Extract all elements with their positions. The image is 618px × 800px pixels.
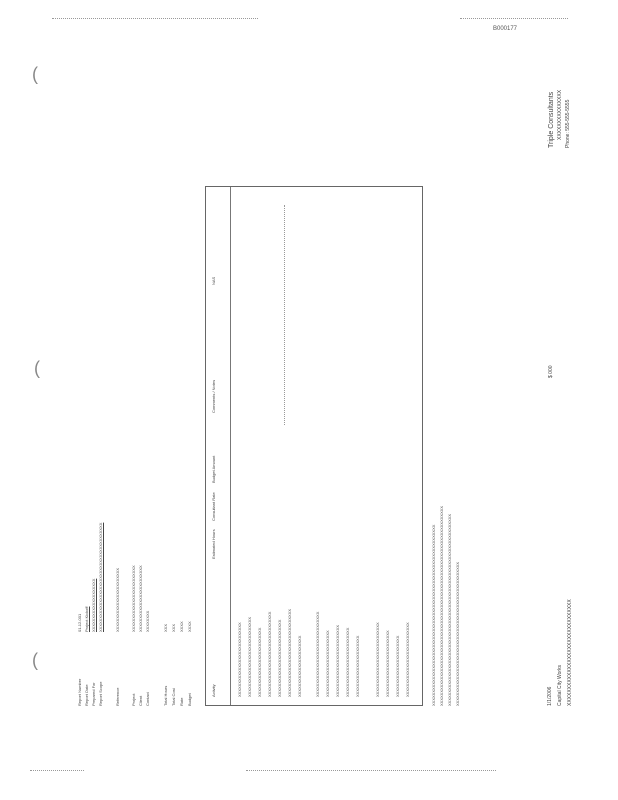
page-total: $ 000 [548,365,554,378]
top-right-dotted-rule [460,18,568,19]
table-row: XXXXXXXXXXXXXXXXXXXXXXX [297,635,302,697]
table-row: XXXXXXXXXXXXXXXXXXXXXXXXX [385,630,390,697]
table-row: XXXXXXXXXXXXXXXXXXXXXXXXXXXXXXXX [267,611,272,697]
section-value: XXXXXXXX [145,610,150,632]
note-line: XXXXXXXXXXXXXXXXXXXXXXXXXXXXXXXXXXXXXXXXXXXXXXXXXXXXXXXXXXXXXXXXXXXX [431,524,436,706]
note-line: XXXXXXXXXXXXXXXXXXXXXXXXXXXXXXXXXXXXXXXXXXXXXXXXXXXXXX [455,561,460,706]
section-label: Project [131,693,136,706]
summary-label: Total Cost [171,688,176,706]
activity-table [205,186,423,706]
footer-address: XXXXXXXXXXXXXXXXXXXXXXXXXXXXXXXX [567,599,573,706]
firm-name: Triple Consultants [548,91,555,148]
table-row: XXXXXXXXXXXXXXXXXXXXXXXXXX [345,627,350,697]
summary-label: Total Hours [163,685,168,706]
table-row: XXXXXXXXXXXXXXXXXXXXXXXXXXXX [237,622,242,697]
note-line: XXXXXXXXXXXXXXXXXXXXXXXXXXXXXXXXXXXXXXXXXXXXXXXXXXXXXXXXXXXXXXXXXXXXXXXXXXX [439,505,444,706]
header-value: 01-12-001 [77,613,82,632]
top-left-dotted-rule [52,18,258,19]
section-value: XXXXXXXXXXXXXXXXXXXXXXXXX [138,565,143,632]
table-row: XXXXXXXXXXXXXXXXXXXXXXXXXXX [335,624,340,697]
footer-office: Capital City Works [557,664,563,706]
header-label: Prepared For [91,682,96,706]
firm-address-line-1: XXXXXXXXXXXXXXX [557,89,563,140]
summary-value: XXX [163,623,168,632]
firm-phone: Phone: 555-555-5555 [565,99,571,148]
table-row: XXXXXXXXXXXXXXXXXXXXXXXXXXXX [375,622,380,697]
bottom-left-dotted-rule [30,770,84,771]
section-label: Client [138,695,143,706]
section-label: Contact [145,692,150,706]
header-divider [230,187,231,705]
footer-date: 1/1/2006 [547,686,553,706]
binder-hole-mark-top: ( [32,64,38,84]
binder-hole-mark-middle: ( [34,358,40,378]
header-value: XXXXXXXXXXXXXXXXXXXX [91,578,96,632]
table-row: XXXXXXXXXXXXXXXXXXXXXXXXXX [257,627,262,697]
table-header: Consultant Rate [211,492,216,521]
table-row: XXXXXXXXXXXXXXXXXXXXXXXXXXXXXXXX [315,611,320,697]
summary-value: XXXX [179,621,184,632]
table-header: Budget Amount [211,455,216,483]
summary-label: Budget [187,693,192,706]
bates-number: B000177 [493,26,518,32]
table-row: XXXXXXXXXXXXXXXXXXXXXXXXXXXXX [277,619,282,697]
table-header: Estimated Hours [211,529,216,559]
bottom-center-dotted-rule [246,770,496,771]
summary-value: XXX [171,623,176,632]
header-value: Project Kickoff [84,606,89,632]
header-label: Report Scope [98,681,103,706]
header-value: XXXXXXXXXXXXXXXXXXXXXXXXXXXXXXXXXXXXXXXXX [98,522,103,632]
comment-leader-line [284,205,285,425]
section-value: XXXXXXXXXXXXXXXXXXXXXXXXX [131,565,136,632]
table-row: XXXXXXXXXXXXXXXXXXXXXXXXXXXXXX [247,616,252,697]
table-header: NAS [211,276,216,285]
table-row: XXXXXXXXXXXXXXXXXXXXXXXXXXXX [405,622,410,697]
section-value: XXXXXXXXXXXXXXXXXXXXXXXX [115,567,120,632]
table-header: Comments / Notes [211,379,216,413]
note-line: XXXXXXXXXXXXXXXXXXXXXXXXXXXXXXXXXXXXXXXXXXXXXXXXXXXXXXXXXXXXXXXXXXXXXXXX [447,513,452,706]
table-row: XXXXXXXXXXXXXXXXXXXXXXX [355,635,360,697]
table-header: Activity [211,684,216,697]
summary-label: Rate [179,697,184,706]
table-row: XXXXXXXXXXXXXXXXXXXXXXXXX [325,630,330,697]
table-row: XXXXXXXXXXXXXXXXXXXXXXXXXXXXXXXXX [287,608,292,697]
table-row: XXXXXXXXXXXXXXXXXXXXXXX [395,635,400,697]
summary-value: XXXX [187,621,192,632]
binder-hole-mark-bottom: ( [32,650,38,670]
header-label: Report Number [77,678,82,706]
header-label: Report Date [84,684,89,706]
section-label: Reference [115,687,120,706]
